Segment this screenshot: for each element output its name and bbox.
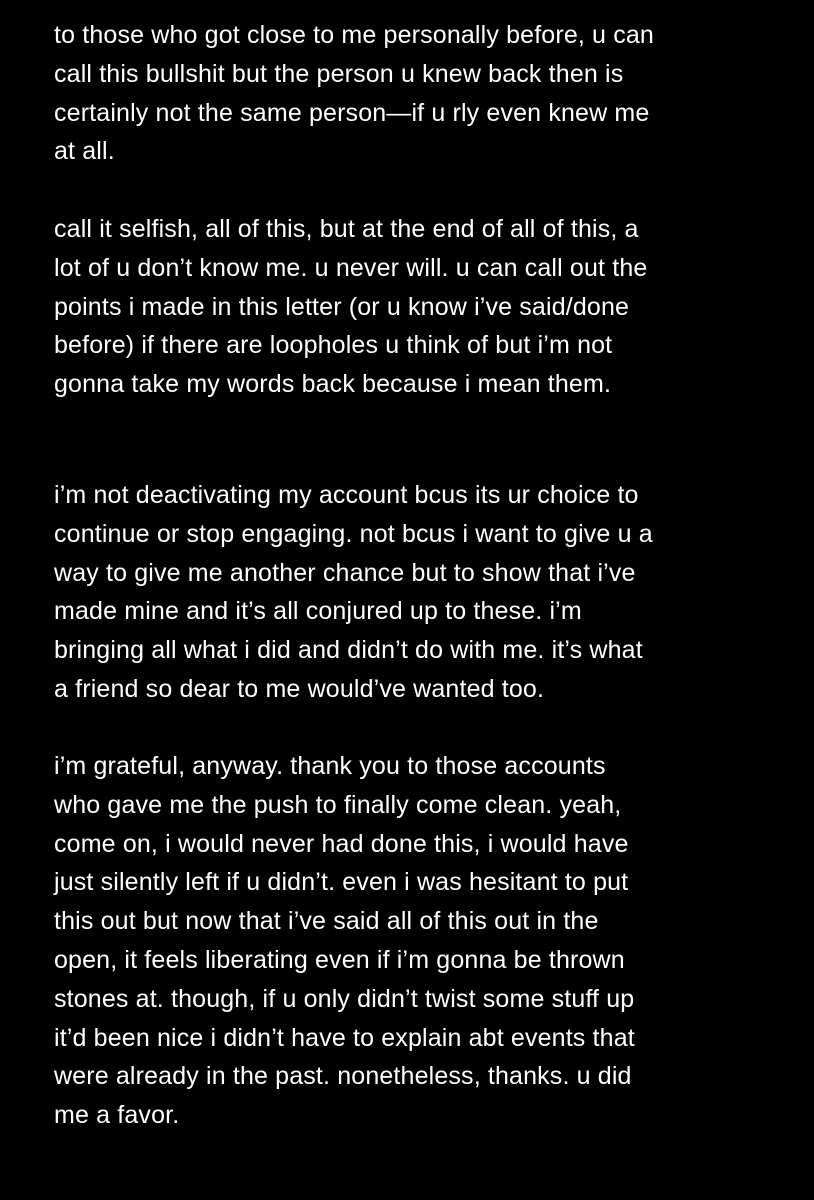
text-line: made mine and it’s all conjured up to these. i’m (54, 597, 582, 626)
text-line: call this bullshit but the person u knew back then is (54, 59, 624, 88)
text-line: i’m grateful, anyway. thank you to those accounts (54, 752, 606, 780)
text-line: certainly not the same person—if u rly even knew me (54, 98, 650, 127)
text-line: at all. (54, 137, 115, 166)
text-line: come on, i would never had done this, i would have (54, 829, 629, 858)
text-line: just silently left if u didn’t. even i was hesitant to put (54, 868, 629, 897)
paragraph-1 (54, 16, 654, 171)
text-line: before) if there are loopholes u think of but i’m not (54, 331, 613, 360)
text-line: continue or stop engaging. not bcus i want to give u a (54, 519, 653, 548)
text-line: this out but now that i’ve said all of this out in the (54, 907, 599, 936)
text-line: it’d been nice i didn’t have to explain abt events that (54, 1023, 635, 1052)
text-line: stones at. though, if u only didn’t twist some stuff up (54, 984, 635, 1013)
text-line: gonna take my words back because i mean them. (54, 370, 612, 399)
text-line: call it selfish, all of this, but at the end of all of this, a (54, 215, 639, 243)
text-line: a friend so dear to me would’ve wanted too. (54, 674, 545, 703)
text-line: way to give me another chance but to show that i’ve (54, 558, 636, 587)
text-line: i’m not deactivating my account bcus its ur choice to (54, 481, 639, 509)
paragraph-4 (54, 747, 635, 1135)
paragraph-3 (54, 476, 653, 709)
text-line: open, it feels liberating even if i’m gonna be thrown (54, 945, 625, 974)
text-line: points i made in this letter (or u know i’ve said/done (54, 292, 630, 321)
text-line: me a favor. (54, 1101, 180, 1130)
text-line: bringing all what i did and didn’t do with me. it’s what (54, 636, 643, 665)
text-line: to those who got close to me personally before, u can (54, 21, 654, 49)
text-line: who gave me the push to finally come clean. yeah, (54, 790, 622, 819)
text-line: were already in the past. nonetheless, thanks. u did (54, 1062, 632, 1091)
text-line: lot of u don’t know me. u never will. u can call out the (54, 253, 648, 282)
paragraph-2 (54, 210, 647, 404)
